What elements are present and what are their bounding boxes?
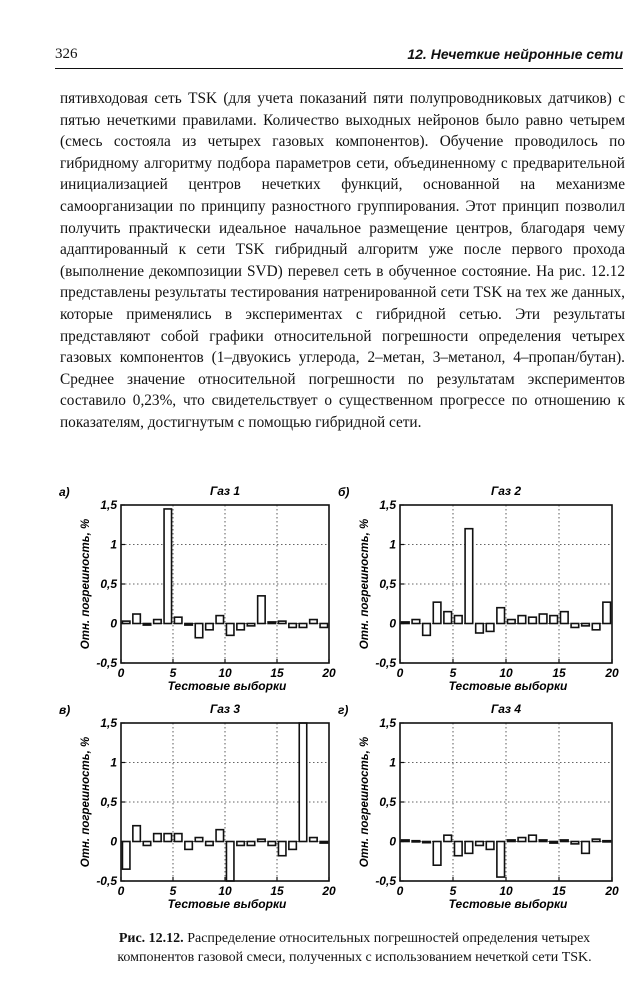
bar-sample-8: [195, 624, 202, 638]
bar-sample-12: [518, 838, 526, 842]
bar-sample-20: [320, 842, 327, 844]
bar-sample-3: [423, 842, 431, 843]
bar-sample-15: [268, 842, 275, 846]
y-tick-label: 1,5: [100, 716, 117, 730]
page-number: 326: [55, 46, 78, 62]
bar-sample-9: [206, 842, 213, 846]
x-tick-label: 0: [117, 666, 125, 680]
bar-sample-16: [560, 612, 568, 624]
x-axis-label: Тестовые выборки: [448, 897, 568, 911]
chapter-title: 12. Нечеткие нейронные сети: [407, 46, 623, 62]
x-tick-label: 20: [605, 884, 619, 898]
bar-sample-2: [412, 841, 420, 842]
bar-sample-10: [497, 842, 505, 878]
x-tick-label: 0: [396, 666, 404, 680]
bar-sample-9: [486, 624, 494, 632]
bar-sample-4: [433, 602, 441, 623]
bar-sample-10: [497, 608, 505, 624]
bar-sample-15: [268, 622, 275, 624]
bar-sample-17: [289, 624, 296, 628]
y-tick-label: 0,5: [100, 577, 117, 591]
bar-sample-8: [476, 842, 484, 846]
y-axis-label: Отн. погрешность, %: [359, 736, 371, 868]
chart-gas-3: [59, 702, 336, 911]
x-tick-label: 5: [449, 666, 457, 680]
x-tick-label: 15: [270, 884, 284, 898]
bar-sample-18: [582, 842, 590, 854]
bar-sample-15: [550, 842, 558, 844]
bar-sample-19: [592, 839, 600, 841]
x-tick-label: 0: [396, 884, 404, 898]
panel-label: а): [59, 485, 70, 499]
bar-sample-7: [465, 842, 473, 854]
bar-sample-2: [133, 614, 140, 623]
bar-sample-5: [164, 509, 171, 624]
y-tick-label: 0,5: [100, 795, 117, 809]
bar-sample-14: [539, 614, 547, 623]
bar-sample-20: [320, 624, 327, 628]
y-tick-label: 0: [389, 616, 396, 631]
bar-sample-13: [247, 842, 254, 846]
y-tick-label: 1: [389, 537, 396, 552]
panel-label: в): [59, 703, 71, 717]
y-axis-label: Отн. погрешность, %: [359, 518, 371, 650]
figure-caption: [88, 929, 621, 967]
panel-label: б): [338, 485, 350, 499]
x-tick-label: 10: [218, 884, 232, 898]
bar-sample-13: [247, 624, 254, 626]
bar-sample-18: [299, 723, 306, 842]
bar-sample-11: [226, 624, 233, 636]
bar-sample-18: [299, 624, 306, 628]
x-tick-label: 5: [449, 884, 457, 898]
chart-title: Газ 1: [209, 484, 241, 498]
bar-sample-14: [539, 840, 547, 842]
y-tick-label: -0,5: [96, 874, 117, 888]
bar-sample-19: [310, 620, 317, 624]
bar-sample-9: [206, 624, 213, 630]
bar-sample-17: [571, 624, 579, 628]
bar-sample-1: [122, 842, 129, 870]
x-axis-label: Тестовые выборки: [448, 679, 568, 693]
chart-gas-4: [338, 702, 619, 911]
bar-sample-17: [571, 842, 579, 844]
bar-sample-6: [454, 616, 462, 624]
y-tick-label: 0,5: [379, 795, 396, 809]
x-tick-label: 5: [169, 884, 177, 898]
bar-sample-10: [216, 830, 223, 842]
bar-sample-18: [582, 624, 590, 626]
x-tick-label: 15: [270, 666, 284, 680]
bar-sample-2: [133, 826, 140, 842]
bar-sample-4: [154, 834, 161, 842]
bar-sample-17: [289, 842, 296, 850]
bar-sample-19: [310, 838, 317, 842]
x-tick-label: 5: [169, 666, 177, 680]
bar-sample-13: [529, 835, 537, 841]
bar-sample-14: [258, 839, 265, 841]
x-tick-label: 15: [552, 666, 566, 680]
bar-sample-8: [195, 838, 202, 842]
y-tick-label: 0: [389, 834, 396, 849]
bar-sample-5: [444, 612, 452, 624]
y-tick-label: -0,5: [96, 656, 117, 670]
chart-title: Газ 2: [490, 484, 522, 498]
bar-sample-10: [216, 616, 223, 624]
x-tick-label: 15: [552, 884, 566, 898]
bar-sample-12: [237, 624, 244, 630]
y-tick-label: 1: [110, 755, 117, 770]
chart-gas-2: [338, 484, 619, 693]
chart-title: Газ 4: [490, 702, 522, 716]
bar-sample-20: [603, 602, 611, 623]
y-axis-label: Отн. погрешность, %: [80, 518, 92, 650]
y-tick-label: 1,5: [379, 716, 396, 730]
x-tick-label: 20: [605, 666, 619, 680]
bar-sample-2: [412, 620, 420, 624]
bar-sample-8: [476, 624, 484, 633]
bar-sample-3: [143, 624, 150, 626]
bar-sample-5: [164, 834, 171, 842]
y-tick-label: -0,5: [375, 874, 396, 888]
bar-sample-16: [278, 621, 285, 623]
y-tick-label: -0,5: [375, 656, 396, 670]
bar-sample-3: [143, 842, 150, 846]
y-tick-label: 1: [389, 755, 396, 770]
y-tick-label: 0: [110, 616, 117, 631]
bar-sample-9: [486, 842, 494, 850]
bar-sample-11: [226, 842, 233, 882]
bar-sample-19: [592, 624, 600, 630]
bar-sample-6: [454, 842, 462, 856]
bar-sample-4: [154, 620, 161, 624]
x-tick-label: 10: [499, 666, 513, 680]
bar-sample-7: [185, 842, 192, 850]
bar-sample-6: [174, 617, 181, 623]
y-tick-label: 1,5: [379, 498, 396, 512]
bar-sample-6: [174, 834, 181, 842]
bar-sample-14: [258, 596, 265, 624]
caption-label: Рис. 12.12.: [118, 931, 184, 946]
panel-label: г): [338, 703, 349, 717]
bar-sample-7: [185, 624, 192, 626]
bar-sample-7: [465, 529, 473, 624]
x-axis-label: Тестовые выборки: [167, 679, 287, 693]
chart-gas-1: [59, 484, 336, 693]
bar-sample-11: [507, 620, 515, 624]
bar-sample-13: [529, 617, 537, 623]
x-tick-label: 10: [499, 884, 513, 898]
bar-sample-16: [278, 842, 285, 856]
y-tick-label: 1: [110, 537, 117, 552]
bar-sample-20: [603, 841, 611, 842]
bar-sample-5: [444, 835, 452, 841]
y-tick-label: 0,5: [379, 577, 396, 591]
bar-sample-11: [507, 840, 515, 842]
bar-sample-4: [433, 842, 441, 866]
x-tick-label: 20: [322, 666, 336, 680]
x-axis-label: Тестовые выборки: [167, 897, 287, 911]
body-paragraph: пятивходовая сеть TSK (для учета показаний пяти полупроводниковых датчиков) с пятью нечеткими правилами. Количество выходных нейронов было равно четырем (смесь состояла из четырех газовых компонентов). Обучение проводилось по гибридному алгоритму подбора параметров сети, объединенному с предварительной инициализацией центров нечетких функций, основанной на механизме самоорганизации по принципу разностного группирования. Этот принцип позволил получить практически идеальное начальное размещение центров, благодаря чему адаптированный к сети TSK гибридный алгоритм уже после первого прохода (выполнение декомпозиции SVD) перевел сеть в обученное состояние. На рис. 12.12 представлены результаты тестирования натренированной сети TSK на тех же данных, которые применялись в экспериментах с гибридной сетью. Эти результаты представляют собой графики относительной погрешности определения четырех газовых компонентов (1–двуокись углерода, 2–метан, 3–метанол, 4–пропан/бутан). Среднее значение относительной погрешности по результатам экспериментов составило 0,23%, что свидетельствует о существенном прогрессе по отношению к показателям, достигнутым с помощью гибридной сети.: [60, 90, 625, 431]
caption-text: Распределение относительных погрешностей определения четырех компонентов газовой смеси, полученных с использованием нечеткой сети TSK.: [117, 931, 592, 965]
y-axis-label: Отн. погрешность, %: [80, 736, 92, 868]
x-tick-label: 0: [117, 884, 125, 898]
bar-sample-12: [237, 842, 244, 846]
y-tick-label: 0: [110, 834, 117, 849]
y-tick-label: 1,5: [100, 498, 117, 512]
bar-sample-12: [518, 616, 526, 624]
bar-sample-3: [423, 624, 431, 636]
bar-sample-15: [550, 616, 558, 624]
chart-title: Газ 3: [209, 702, 241, 716]
bar-sample-16: [560, 840, 568, 842]
x-tick-label: 10: [218, 666, 232, 680]
x-tick-label: 20: [322, 884, 336, 898]
